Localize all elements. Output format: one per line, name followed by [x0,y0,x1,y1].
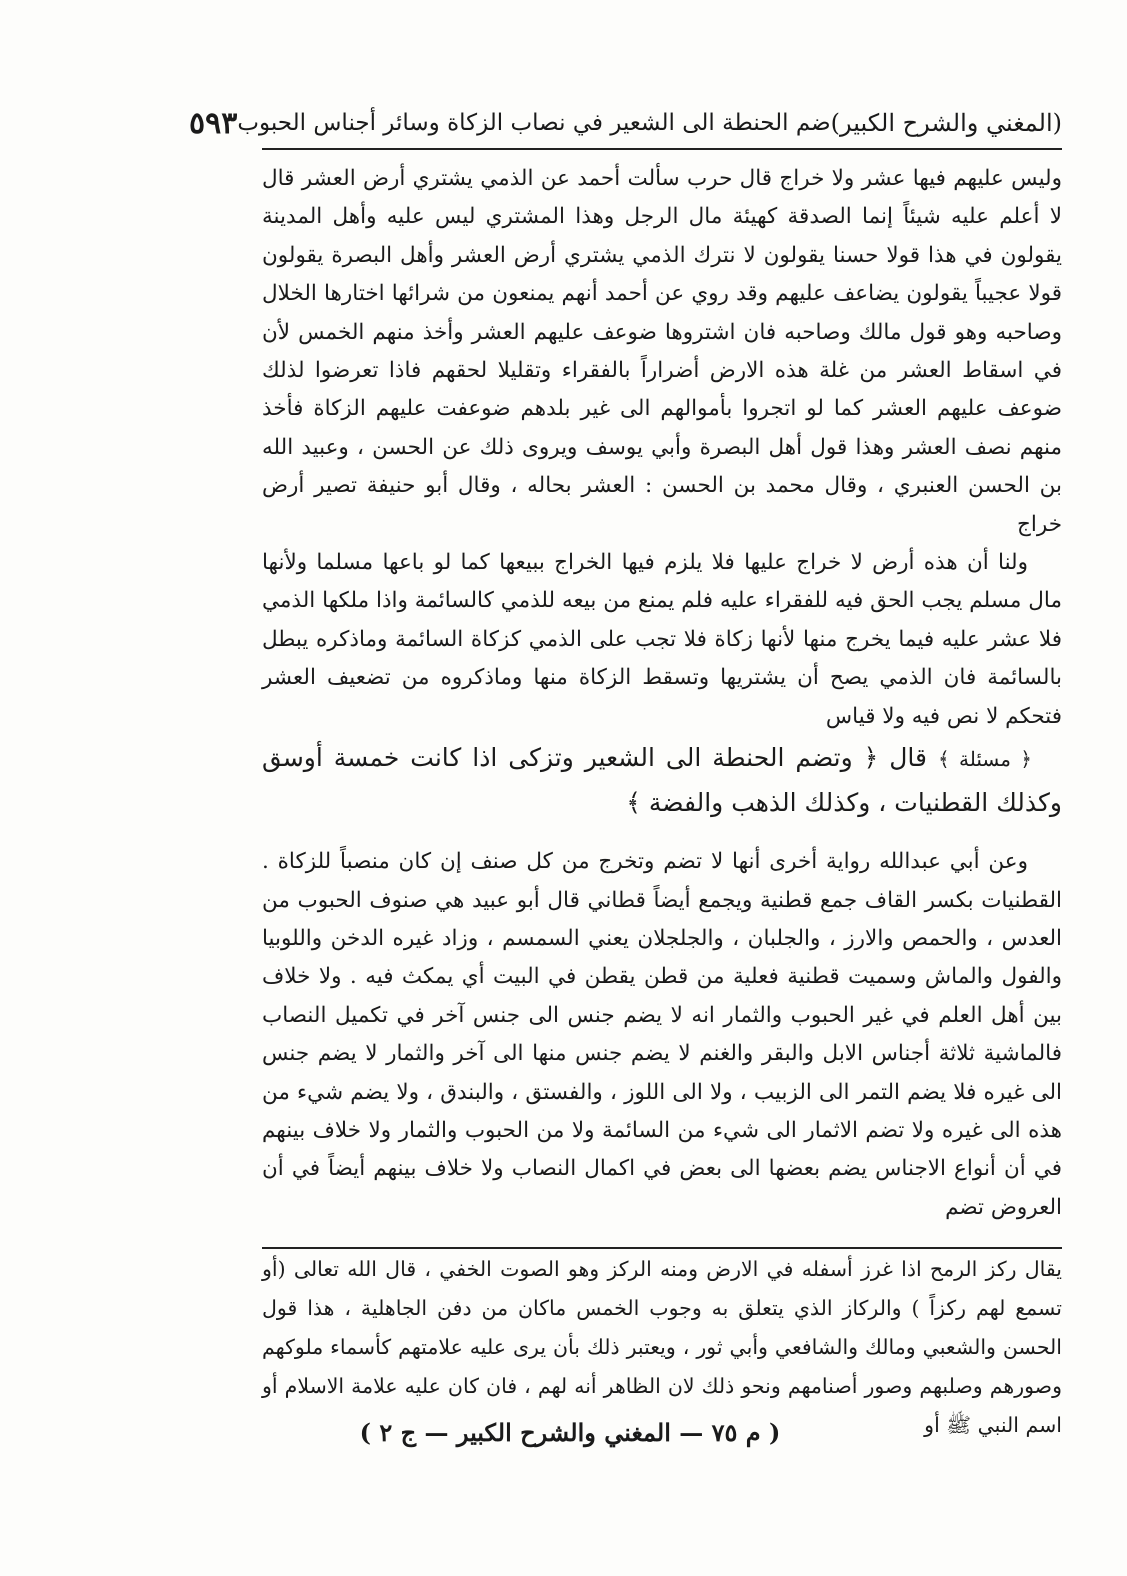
issue-label: ﴿ مسئلة ﴾ [937,747,1033,772]
issue-text: قال ﴿ وتضم الحنطة الى الشعير وتزكى اذا كانت خمسة أوسق وكذلك القطنيات ، وكذلك الذهب والفضة ﴾ [262,743,1062,818]
footnote-text: يقال ركز الرمح اذا غرز أسفله في الارض ومنه الركز وهو الصوت الخفي ، قال الله تعالى (أو تسمع لهم ركزاً ) والركاز الذي يتعلق به وجوب الخمس ماكان من دفن الجاهلية ، هذا قول الحسن والشعبي ومالك والشافعي وأبي ثور ، ويعتبر ذلك بأن يرى عليه علامتهم كأسماء ملوكهم وصورهم وصلبهم وصور أصنامهم ونحو ذلك لان الظاهر أنه لهم ، فان كان عليه علامة الاسلام أو اسم النبي ﷺ أو [262,1257,1062,1437]
paragraph-1: وليس عليهم فيها عشر ولا خراج قال حرب سألت أحمد عن الذمي يشتري أرض العشر قال لا أعلم عليه شيئاً إنما الصدقة كهيئة مال الرجل وهذا المشتري ليس عليه وأهل المدينة يقولون في هذا قولا حسنا يقولون لا نترك الذمي يشتري أرض العشر وأهل البصرة يقولون قولا عجيباً يقولون يضاعف عليهم وقد روي عن أحمد أنهم يمنعون من شرائها اختارها الخلال وصاحبه وهو قول مالك وصاحبه فان اشتروها ضوعف عليهم العشر وأخذ منهم الخمس لأن في اسقاط العشر من غلة هذه الارض أضراراً بالفقراء وتقليلا لحقهم فاذا تعرضوا لذلك ضوعف عليهم العشر كما لو اتجروا بأموالهم الى غير بلدهم ضوعفت عليهم الزكاة فأخذ منهم نصف العشر وهذا قول أهل البصرة وأبي يوسف ويروى ذلك عن الحسن ، وعبيد الله بن الحسن العنبري ، وقال محمد بن الحسن : العشر بحاله ، وقال أبو حنيفة تصير أرض خراج [262,166,1062,537]
paragraph-2: ولنا أن هذه أرض لا خراج عليها فلا يلزم فيها الخراج ببيعها كما لو باعها مسلما ولأنها مال مسلم يجب الحق فيه للفقراء عليه فلم يمنع من بيعه للذمي كالسائمة واذا ملكها الذمي فلا عشر عليه فيما يخرج منها لأنها زكاة فلا تجب على الذمي كزكاة السائمة وماذكره يبطل بالسائمة فان الذمي يصح أن يشتريها وتسقط الزكاة منها وماذكروه من تضعيف العشر فتحكم لا نص فيه ولا قياس [262,550,1062,729]
chapter-topic: ضم الحنطة الى الشعير في نصاب الزكاة وسائر أجناس الحبوب [237,110,831,136]
page-number: ٥٩٣ [188,105,238,141]
running-header [188,100,1062,146]
header-rule [262,148,1062,150]
footnote-rule [262,1247,1062,1249]
main-text [262,160,1062,1227]
paragraph-3: وعن أبي عبدالله رواية أخرى أنها لا تضم وتخرج من كل صنف إن كان منصباً للزكاة . القطنيات بكسر القاف جمع قطنية ويجمع أيضاً قطاني قال أبو عبيد هي صنوف الحبوب من العدس ، والحمص والارز ، والجلبان ، والجلجلان يعني السمسم ، وزاد غيره الدخن واللوبيا والفول والماش وسميت قطنية فعلية من قطن يقطن في البيت أي يمكث فيه . ولا خلاف بين أهل العلم في غير الحبوب والثمار انه لا يضم جنس الى جنس آخر في تكميل النصاب فالماشية ثلاثة أجناس الابل والبقر والغنم لا يضم جنس منها الى آخر والثمار لا يضم جنس الى غيره فلا يضم التمر الى الزبيب ، ولا الى اللوز ، والفستق ، والبندق ، ولا يضم شيء من هذه الى غيره ولا تضم الاثمار الى شيء من السائمة ولا من الحبوب والثمار ولا خلاف بينهم في أن أنواع الاجناس يضم بعضها الى بعض في اكمال النصاب ولا خلاف بينهم أيضاً في أن العروض تضم [262,849,1062,1220]
spacer [262,825,1062,843]
footnote-section [262,1250,1062,1445]
signature-line: ( م ٧٥ — المغني والشرح الكبير — ج ٢ ) [359,1418,781,1447]
book-title: (المغني والشرح الكبير) [830,109,1062,137]
issue-heading [262,736,1062,825]
